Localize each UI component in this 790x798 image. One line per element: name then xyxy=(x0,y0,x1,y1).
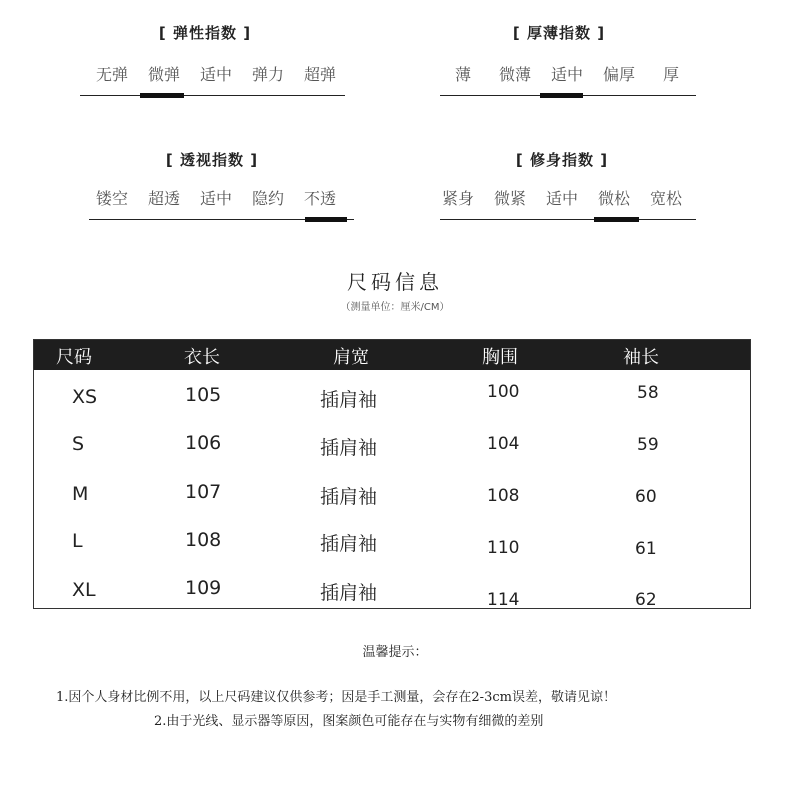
elasticity-scale xyxy=(86,62,346,85)
scale-option: 不透 xyxy=(303,189,336,208)
cell-shoulder: 插肩袖 xyxy=(320,389,378,411)
header-shoulder: 肩宽 xyxy=(333,347,369,368)
header-length: 衣长 xyxy=(184,347,220,368)
cell-length: 108 xyxy=(185,529,222,551)
transparency-scale xyxy=(86,186,346,209)
fit-index-title: [ 修身指数 ] xyxy=(515,151,609,169)
scale-option: 薄 xyxy=(454,65,471,84)
cell-sleeve: 59 xyxy=(637,435,659,455)
cell-size: M xyxy=(72,483,89,505)
scale-option: 偏厚 xyxy=(602,65,635,84)
header-sleeve: 袖长 xyxy=(623,347,659,368)
tip-line-2: 2.由于光线、显示器等原因，图案颜色可能存在与实物有细微的差别 xyxy=(154,714,544,729)
cell-chest: 108 xyxy=(487,486,520,506)
scale-option: 微薄 xyxy=(498,65,531,84)
selected-marker xyxy=(305,217,347,222)
cell-sleeve: 60 xyxy=(635,487,657,507)
thickness-index-title: [ 厚薄指数 ] xyxy=(512,24,606,42)
size-info-unit: （测量单位：厘米/CM） xyxy=(340,302,450,313)
thickness-scale xyxy=(437,62,697,85)
scale-option: 宽松 xyxy=(649,189,682,208)
cell-shoulder: 插肩袖 xyxy=(320,486,378,508)
scale-option: 弹力 xyxy=(251,65,284,84)
cell-length: 105 xyxy=(185,384,222,406)
scale-option: 适中 xyxy=(545,189,578,208)
header-size: 尺码 xyxy=(56,347,92,368)
scale-option: 适中 xyxy=(199,65,232,84)
cell-length: 109 xyxy=(185,577,222,599)
scale-baseline xyxy=(80,95,345,96)
scale-option: 厚 xyxy=(662,65,679,84)
tip-line-1: 1.因个人身材比例不用，以上尺码建议仅供参考；因是手工测量，会存在2-3cm误差，敬请见谅！ xyxy=(56,690,616,705)
cell-sleeve: 58 xyxy=(637,383,659,403)
scale-baseline xyxy=(440,219,696,220)
cell-chest: 104 xyxy=(487,434,520,454)
cell-chest: 100 xyxy=(487,382,520,402)
cell-shoulder: 插肩袖 xyxy=(320,437,378,459)
fit-scale xyxy=(432,186,692,209)
scale-option: 无弹 xyxy=(95,65,128,84)
cell-size: XL xyxy=(72,579,96,601)
cell-shoulder: 插肩袖 xyxy=(320,533,378,555)
cell-length: 106 xyxy=(185,432,222,454)
cell-chest: 114 xyxy=(487,590,520,610)
table-header xyxy=(34,340,750,370)
scale-option: 适中 xyxy=(550,65,583,84)
size-info-title: 尺码信息 xyxy=(347,270,443,294)
cell-sleeve: 61 xyxy=(635,539,657,559)
tips-title: 温馨提示： xyxy=(362,645,428,660)
cell-size: S xyxy=(72,433,85,455)
cell-sleeve: 62 xyxy=(635,590,657,610)
cell-length: 107 xyxy=(185,481,222,503)
elasticity-index-title: [ 弹性指数 ] xyxy=(158,24,252,42)
scale-option: 超弹 xyxy=(303,65,336,84)
selected-marker xyxy=(594,217,639,222)
transparency-index-title: [ 透视指数 ] xyxy=(165,151,259,169)
scale-option: 紧身 xyxy=(441,189,474,208)
cell-size: L xyxy=(72,530,83,552)
scale-option: 超透 xyxy=(147,189,180,208)
scale-option: 微紧 xyxy=(493,189,526,208)
scale-option: 镂空 xyxy=(95,189,128,208)
selected-marker xyxy=(540,93,583,98)
scale-option: 微弹 xyxy=(147,65,180,84)
scale-option: 适中 xyxy=(199,189,232,208)
scale-option: 微松 xyxy=(597,189,630,208)
cell-shoulder: 插肩袖 xyxy=(320,582,378,604)
cell-chest: 110 xyxy=(487,538,520,558)
selected-marker xyxy=(140,93,184,98)
scale-option: 隐约 xyxy=(251,189,284,208)
size-table xyxy=(33,339,751,609)
cell-size: XS xyxy=(72,386,98,408)
header-chest: 胸围 xyxy=(482,347,518,368)
